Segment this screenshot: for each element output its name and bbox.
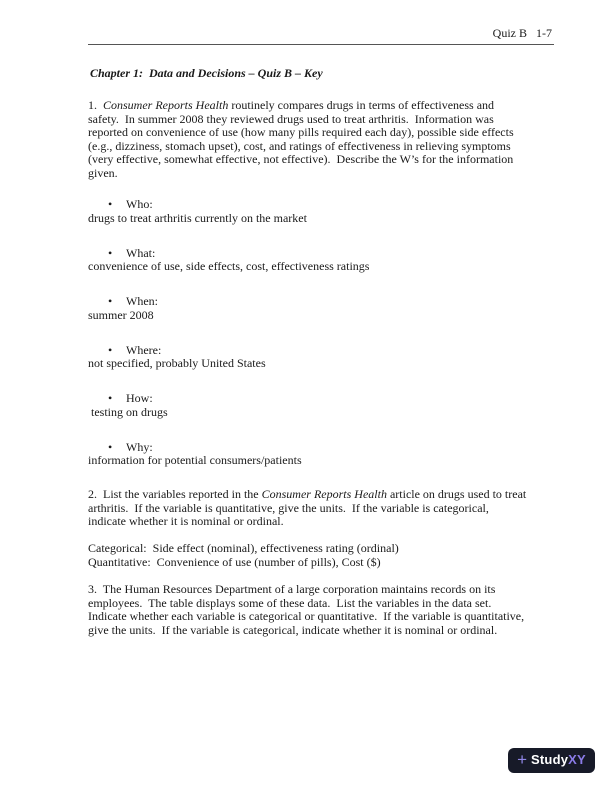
ws-answer: drugs to treat arthritis currently on the market bbox=[88, 210, 307, 225]
bullet-icon: • bbox=[108, 342, 113, 357]
ws-bullet-line bbox=[88, 344, 528, 358]
ws-answer: convenience of use, side effects, cost, effectiveness ratings bbox=[88, 259, 370, 273]
bullet-icon: • bbox=[108, 197, 113, 211]
ws-item-where bbox=[88, 344, 528, 371]
ws-item-how bbox=[88, 392, 528, 419]
ws-label: What: bbox=[126, 245, 156, 260]
bullet-icon: • bbox=[108, 294, 113, 308]
ws-item-when bbox=[88, 295, 528, 322]
ws-answer-list bbox=[88, 198, 528, 489]
bullet-icon: • bbox=[108, 439, 113, 454]
categorical-answer-line: Categorical: Side effect (nominal), effectiveness rating (ordinal) bbox=[88, 541, 399, 555]
ws-answer: not specified, probably United States bbox=[88, 356, 266, 370]
question-2-lead: 2. List the variables reported in the bbox=[88, 487, 262, 501]
question-2-body: article on drugs used to treat arthritis. If the variable is quantitative, give the units. If the variable is categorical, indicate whether it is nominal or ordinal. bbox=[88, 487, 530, 528]
quantitative-answer-line: Quantitative: Convenience of use (number of pills), Cost ($) bbox=[88, 554, 381, 569]
studyxy-logo[interactable] bbox=[508, 748, 595, 773]
ws-label: Who: bbox=[126, 197, 153, 211]
question-3-text: 3. The Human Resources Department of a large corporation maintains records on its employees. The table displays some of these data. List the variables in the data set. Indicate whether each variable is categorical or quantitative. If the variable is quantitative, give the units. If the variable is categorical, indicate whether it is nominal or ordinal. bbox=[88, 582, 528, 637]
ws-label: Where: bbox=[126, 342, 162, 357]
question-1-text bbox=[88, 99, 526, 180]
ws-item-who bbox=[88, 198, 528, 225]
bullet-icon: • bbox=[108, 391, 113, 405]
page-header-label: Quiz B 1-7 bbox=[492, 26, 552, 40]
ws-bullet-line bbox=[88, 392, 528, 406]
question-2-answers bbox=[88, 542, 528, 569]
ws-bullet-line bbox=[88, 247, 528, 261]
header-rule bbox=[88, 44, 554, 45]
quiz-title: Chapter 1: Data and Decisions – Quiz B – Key bbox=[90, 66, 323, 80]
question-2-source-italic: Consumer Reports Health bbox=[261, 487, 387, 501]
question-2-text bbox=[88, 488, 528, 529]
logo-wordmark bbox=[531, 753, 586, 768]
ws-answer: information for potential consumers/patients bbox=[88, 453, 302, 467]
ws-answer: summer 2008 bbox=[88, 307, 154, 322]
question-1-number: 1. bbox=[88, 98, 103, 112]
ws-label: When: bbox=[126, 294, 158, 308]
bullet-icon: • bbox=[108, 245, 113, 260]
question-1-body: routinely compares drugs in terms of effectiveness and safety. In summer 2008 they reviewed drugs used to treat arthritis. Information was reported on convenience of use (how many pills required each day), possible side effects (e.g., dizziness, stomach upset), cost, and ratings of effectiveness in relieving symptoms (very effective, somewhat effective, not effective). Describe the W’s for the information given. bbox=[88, 98, 517, 180]
logo-study-text: Study bbox=[531, 752, 569, 768]
ws-label: How: bbox=[126, 391, 153, 405]
ws-bullet-line bbox=[88, 198, 528, 212]
ws-item-what bbox=[88, 247, 528, 274]
ws-answer: testing on drugs bbox=[88, 404, 168, 419]
logo-xy-text: XY bbox=[568, 752, 586, 768]
ws-label: Why: bbox=[126, 439, 153, 454]
question-1-source-italic: Consumer Reports Health bbox=[103, 98, 229, 112]
plus-icon: + bbox=[517, 750, 528, 769]
ws-item-why bbox=[88, 441, 528, 468]
ws-bullet-line bbox=[88, 295, 528, 309]
ws-bullet-line bbox=[88, 441, 528, 455]
